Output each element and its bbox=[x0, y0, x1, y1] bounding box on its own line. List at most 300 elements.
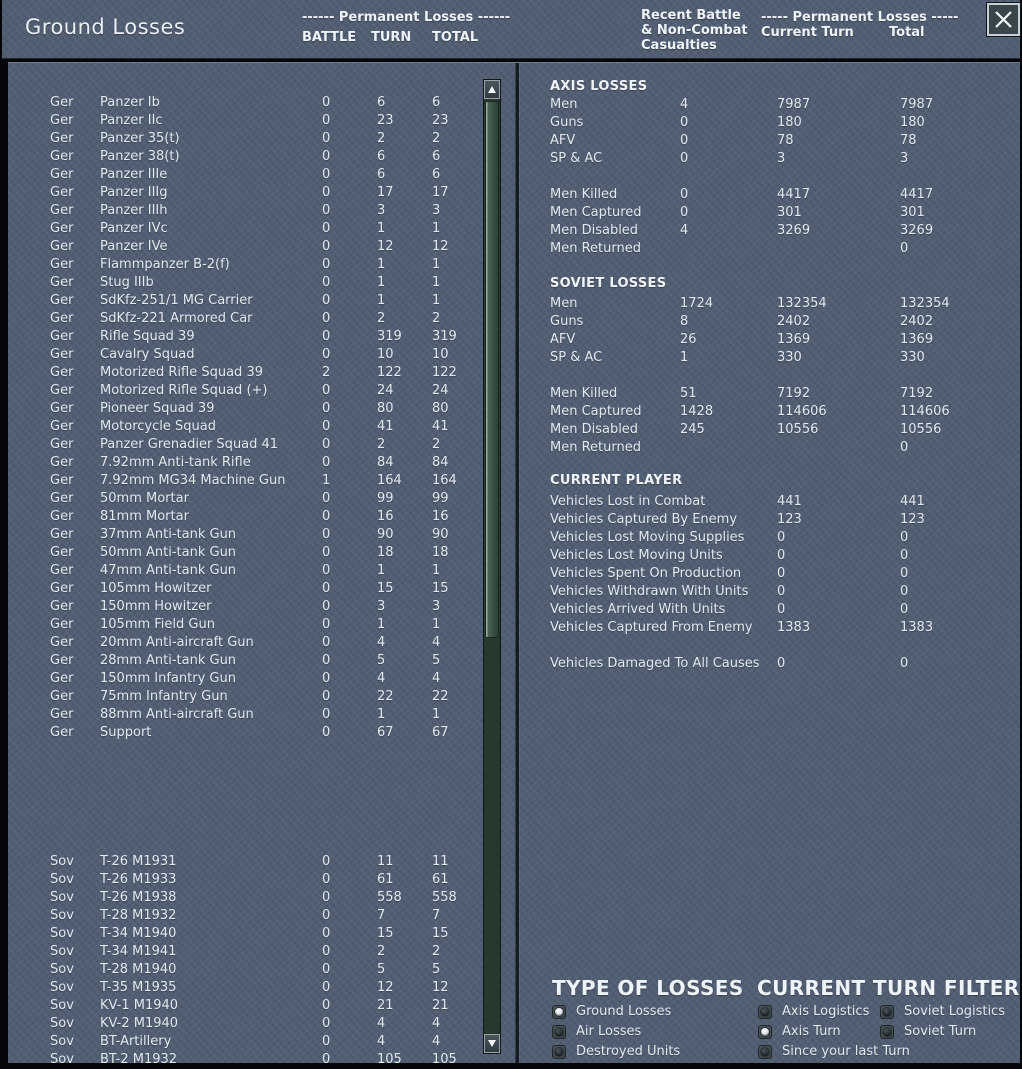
summary-label: Guns bbox=[550, 314, 584, 329]
unit-turn: 1 bbox=[377, 563, 386, 578]
close-button[interactable] bbox=[987, 3, 1020, 36]
summary-total: 7987 bbox=[900, 97, 934, 112]
summary-current: 7987 bbox=[777, 97, 811, 112]
col-header-turn: TURN bbox=[371, 30, 412, 45]
unit-battle: 0 bbox=[322, 185, 331, 200]
filter-option-soviet-turn[interactable] bbox=[880, 1024, 976, 1040]
unit-battle: 0 bbox=[322, 275, 331, 290]
filter-option-air-losses[interactable] bbox=[552, 1024, 641, 1040]
unit-total: 1 bbox=[432, 221, 441, 236]
radio-button[interactable] bbox=[552, 1005, 566, 1019]
summary-current: 330 bbox=[777, 350, 802, 365]
unit-turn: 61 bbox=[377, 872, 394, 887]
summary-current: 7192 bbox=[777, 386, 811, 401]
unit-battle: 0 bbox=[322, 1034, 331, 1049]
unit-battle: 0 bbox=[322, 689, 331, 704]
unit-battle: 0 bbox=[322, 707, 331, 722]
filter-option-axis-logistics[interactable] bbox=[758, 1004, 869, 1020]
unit-turn: 3 bbox=[377, 203, 386, 218]
summary-label: Men Killed bbox=[550, 386, 618, 401]
col-header-battle: BATTLE bbox=[302, 30, 357, 45]
summary-current: 123 bbox=[777, 512, 802, 527]
unit-turn: 4 bbox=[377, 635, 386, 650]
unit-name: 47mm Anti-tank Gun bbox=[100, 563, 237, 578]
unit-total: 3 bbox=[432, 203, 441, 218]
unit-battle: 0 bbox=[322, 167, 331, 182]
radio-button[interactable] bbox=[758, 1045, 772, 1059]
summary-recent: 0 bbox=[680, 187, 689, 202]
unit-battle: 0 bbox=[322, 671, 331, 686]
unit-name: 20mm Anti-aircraft Gun bbox=[100, 635, 254, 650]
unit-nat: Sov bbox=[50, 1052, 74, 1067]
unit-nat: Sov bbox=[50, 998, 74, 1013]
unit-nat: Ger bbox=[50, 653, 74, 668]
summary-current: 0 bbox=[777, 602, 786, 617]
radio-button[interactable] bbox=[552, 1045, 566, 1059]
unit-total: 122 bbox=[432, 365, 457, 380]
unit-nat: Ger bbox=[50, 527, 74, 542]
unit-total: 5 bbox=[432, 653, 441, 668]
unit-total: 2 bbox=[432, 311, 441, 326]
perm-losses-right-header: ----- Permanent Losses ----- bbox=[761, 10, 959, 25]
unit-total: 22 bbox=[432, 689, 449, 704]
unit-battle: 0 bbox=[322, 221, 331, 236]
unit-battle: 0 bbox=[322, 527, 331, 542]
summary-recent: 0 bbox=[680, 151, 689, 166]
unit-total: 6 bbox=[432, 149, 441, 164]
summary-total: 4417 bbox=[900, 187, 934, 202]
radio-label: Air Losses bbox=[576, 1024, 642, 1039]
filter-option-destroyed-units[interactable] bbox=[552, 1044, 680, 1060]
unit-battle: 0 bbox=[322, 329, 331, 344]
unit-turn: 41 bbox=[377, 419, 394, 434]
summary-label: Men Disabled bbox=[550, 223, 639, 238]
page-title: Ground Losses bbox=[25, 15, 186, 39]
summary-label: AFV bbox=[550, 133, 576, 148]
unit-name: 7.92mm Anti-tank Rifle bbox=[100, 455, 251, 470]
unit-nat: Ger bbox=[50, 347, 74, 362]
unit-total: 6 bbox=[432, 95, 441, 110]
unit-total: 5 bbox=[432, 962, 441, 977]
unit-battle: 0 bbox=[322, 419, 331, 434]
summary-label: Men Captured bbox=[550, 404, 642, 419]
summary-label: Vehicles Lost Moving Units bbox=[550, 548, 723, 563]
summary-label: Men bbox=[550, 97, 578, 112]
unit-nat: Ger bbox=[50, 167, 74, 182]
unit-total: 11 bbox=[432, 854, 449, 869]
unit-turn: 4 bbox=[377, 1016, 386, 1031]
unit-nat: Ger bbox=[50, 329, 74, 344]
unit-turn: 2 bbox=[377, 944, 386, 959]
unit-battle: 0 bbox=[322, 872, 331, 887]
unit-turn: 24 bbox=[377, 383, 394, 398]
unit-turn: 6 bbox=[377, 149, 386, 164]
unit-total: 2 bbox=[432, 131, 441, 146]
summary-label: Vehicles Lost Moving Supplies bbox=[550, 530, 745, 545]
unit-total: 319 bbox=[432, 329, 457, 344]
col-header-total: TOTAL bbox=[432, 30, 479, 45]
unit-nat: Ger bbox=[50, 599, 74, 614]
radio-dot-icon bbox=[761, 1048, 769, 1056]
col-header-current-turn: Current Turn bbox=[761, 25, 854, 40]
radio-button[interactable] bbox=[758, 1025, 772, 1039]
unit-name: SdKfz-221 Armored Car bbox=[100, 311, 253, 326]
section-title-soviet: SOVIET LOSSES bbox=[550, 276, 667, 291]
unit-battle: 0 bbox=[322, 203, 331, 218]
summary-recent: 1 bbox=[680, 350, 689, 365]
unit-name: Cavalry Squad bbox=[100, 347, 195, 362]
summary-current: 2402 bbox=[777, 314, 811, 329]
unit-nat: Ger bbox=[50, 617, 74, 632]
unit-total: 10 bbox=[432, 347, 449, 362]
summary-total: 0 bbox=[900, 548, 909, 563]
summary-label: Men Returned bbox=[550, 241, 641, 256]
summary-label: SP & AC bbox=[550, 151, 603, 166]
unit-name: BT-Artillery bbox=[100, 1034, 172, 1049]
unit-nat: Sov bbox=[50, 872, 74, 887]
summary-total: 1383 bbox=[900, 620, 934, 635]
unit-turn: 164 bbox=[377, 473, 402, 488]
summary-label: Men Disabled bbox=[550, 422, 639, 437]
unit-battle: 0 bbox=[322, 401, 331, 416]
unit-nat: Ger bbox=[50, 311, 74, 326]
unit-battle: 0 bbox=[322, 383, 331, 398]
filter-option-ground-losses[interactable] bbox=[552, 1004, 671, 1020]
summary-label: Vehicles Spent On Production bbox=[550, 566, 742, 581]
unit-turn: 1 bbox=[377, 275, 386, 290]
summary-current: 180 bbox=[777, 115, 802, 130]
unit-nat: Sov bbox=[50, 980, 74, 995]
summary-recent: 4 bbox=[680, 223, 689, 238]
summary-recent: 51 bbox=[680, 386, 697, 401]
summary-label: Vehicles Withdrawn With Units bbox=[550, 584, 749, 599]
unit-battle: 0 bbox=[322, 653, 331, 668]
filter-option-axis-turn[interactable] bbox=[758, 1024, 841, 1040]
unit-battle: 0 bbox=[322, 854, 331, 869]
unit-turn: 90 bbox=[377, 527, 394, 542]
summary-recent: 26 bbox=[680, 332, 697, 347]
unit-battle: 0 bbox=[322, 95, 331, 110]
radio-dot-icon bbox=[555, 1028, 563, 1036]
unit-nat: Ger bbox=[50, 149, 74, 164]
summary-current: 441 bbox=[777, 494, 802, 509]
unit-turn: 319 bbox=[377, 329, 402, 344]
unit-turn: 1 bbox=[377, 293, 386, 308]
radio-dot-icon bbox=[761, 1008, 769, 1016]
unit-turn: 18 bbox=[377, 545, 394, 560]
unit-battle: 0 bbox=[322, 131, 331, 146]
unit-total: 1 bbox=[432, 707, 441, 722]
type-of-losses-title: TYPE OF LOSSES bbox=[552, 976, 744, 1000]
summary-current: 3269 bbox=[777, 223, 811, 238]
unit-nat: Sov bbox=[50, 908, 74, 923]
unit-name: 81mm Mortar bbox=[100, 509, 189, 524]
summary-total: 3269 bbox=[900, 223, 934, 238]
unit-name: Stug IIIb bbox=[100, 275, 154, 290]
current-turn-filter-title: CURRENT TURN FILTER bbox=[757, 976, 1020, 1000]
summary-current: 10556 bbox=[777, 422, 819, 437]
unit-turn: 6 bbox=[377, 95, 386, 110]
unit-turn: 15 bbox=[377, 581, 394, 596]
unit-total: 4 bbox=[432, 1034, 441, 1049]
unit-total: 4 bbox=[432, 671, 441, 686]
filter-option-soviet-logistics[interactable] bbox=[880, 1004, 1005, 1020]
summary-total: 123 bbox=[900, 512, 925, 527]
unit-turn: 5 bbox=[377, 962, 386, 977]
unit-nat: Ger bbox=[50, 221, 74, 236]
summary-current: 78 bbox=[777, 133, 794, 148]
unit-battle: 0 bbox=[322, 581, 331, 596]
radio-label: Ground Losses bbox=[576, 1004, 672, 1019]
unit-total: 21 bbox=[432, 998, 449, 1013]
unit-name: Motorcycle Squad bbox=[100, 419, 216, 434]
unit-turn: 4 bbox=[377, 1034, 386, 1049]
unit-total: 12 bbox=[432, 239, 449, 254]
unit-name: Panzer IVe bbox=[100, 239, 168, 254]
summary-total: 180 bbox=[900, 115, 925, 130]
unit-name: 75mm Infantry Gun bbox=[100, 689, 228, 704]
unit-total: 61 bbox=[432, 872, 449, 887]
unit-battle: 0 bbox=[322, 491, 331, 506]
unit-battle: 0 bbox=[322, 1016, 331, 1031]
unit-battle: 0 bbox=[322, 455, 331, 470]
unit-turn: 1 bbox=[377, 257, 386, 272]
unit-name: Panzer IIIe bbox=[100, 167, 168, 182]
unit-name: Motorized Rifle Squad 39 bbox=[100, 365, 263, 380]
unit-total: 7 bbox=[432, 908, 441, 923]
unit-turn: 1 bbox=[377, 221, 386, 236]
summary-recent: 1724 bbox=[680, 296, 714, 311]
radio-button[interactable] bbox=[880, 1005, 894, 1019]
unit-total: 67 bbox=[432, 725, 449, 740]
unit-nat: Ger bbox=[50, 437, 74, 452]
unit-turn: 67 bbox=[377, 725, 394, 740]
unit-total: 558 bbox=[432, 890, 457, 905]
unit-turn: 105 bbox=[377, 1052, 402, 1067]
unit-name: 150mm Howitzer bbox=[100, 599, 212, 614]
unit-total: 1 bbox=[432, 293, 441, 308]
unit-turn: 15 bbox=[377, 926, 394, 941]
summary-label: Vehicles Damaged To All Causes bbox=[550, 656, 760, 671]
unit-nat: Ger bbox=[50, 239, 74, 254]
unit-name: Panzer Grenadier Squad 41 bbox=[100, 437, 279, 452]
radio-button[interactable] bbox=[758, 1005, 772, 1019]
unit-turn: 11 bbox=[377, 854, 394, 869]
unit-nat: Ger bbox=[50, 707, 74, 722]
summary-label: Guns bbox=[550, 115, 584, 130]
summary-total: 0 bbox=[900, 241, 909, 256]
summary-label: Men Returned bbox=[550, 440, 641, 455]
unit-name: 105mm Howitzer bbox=[100, 581, 212, 596]
summary-label: Vehicles Arrived With Units bbox=[550, 602, 726, 617]
unit-battle: 0 bbox=[322, 725, 331, 740]
unit-turn: 80 bbox=[377, 401, 394, 416]
unit-total: 6 bbox=[432, 167, 441, 182]
unit-name: Panzer 38(t) bbox=[100, 149, 180, 164]
unit-total: 3 bbox=[432, 599, 441, 614]
summary-recent: 1428 bbox=[680, 404, 714, 419]
unit-total: 23 bbox=[432, 113, 449, 128]
unit-name: 88mm Anti-aircraft Gun bbox=[100, 707, 254, 722]
filters bbox=[8, 63, 1020, 1063]
unit-turn: 84 bbox=[377, 455, 394, 470]
unit-name: 50mm Anti-tank Gun bbox=[100, 545, 237, 560]
unit-turn: 12 bbox=[377, 239, 394, 254]
perm-losses-left-header: ------ Permanent Losses ------ bbox=[302, 10, 511, 25]
unit-turn: 1 bbox=[377, 707, 386, 722]
radio-button[interactable] bbox=[552, 1025, 566, 1039]
summary-current: 3 bbox=[777, 151, 786, 166]
unit-turn: 1 bbox=[377, 617, 386, 632]
unit-total: 90 bbox=[432, 527, 449, 542]
unit-battle: 0 bbox=[322, 599, 331, 614]
unit-turn: 21 bbox=[377, 998, 394, 1013]
unit-total: 84 bbox=[432, 455, 449, 470]
col-header-total-right: Total bbox=[889, 25, 925, 40]
unit-nat: Ger bbox=[50, 401, 74, 416]
unit-nat: Sov bbox=[50, 890, 74, 905]
unit-nat: Ger bbox=[50, 509, 74, 524]
section-title-current-player: CURRENT PLAYER bbox=[550, 473, 683, 488]
unit-battle: 0 bbox=[322, 347, 331, 362]
unit-total: 1 bbox=[432, 563, 441, 578]
summary-current: 0 bbox=[777, 566, 786, 581]
summary-total: 0 bbox=[900, 440, 909, 455]
unit-name: Panzer IIIh bbox=[100, 203, 168, 218]
unit-battle: 0 bbox=[322, 293, 331, 308]
summary-recent: 0 bbox=[680, 115, 689, 130]
recent-line-3: Casualties bbox=[641, 38, 717, 53]
unit-name: Pioneer Squad 39 bbox=[100, 401, 215, 416]
unit-battle: 0 bbox=[322, 617, 331, 632]
summary-recent: 8 bbox=[680, 314, 689, 329]
radio-label: Soviet Turn bbox=[904, 1024, 977, 1039]
unit-nat: Ger bbox=[50, 455, 74, 470]
unit-turn: 2 bbox=[377, 437, 386, 452]
unit-name: 50mm Mortar bbox=[100, 491, 189, 506]
unit-name: T-28 M1940 bbox=[100, 962, 177, 977]
unit-name: Panzer IIc bbox=[100, 113, 163, 128]
unit-total: 80 bbox=[432, 401, 449, 416]
unit-battle: 0 bbox=[322, 944, 331, 959]
unit-battle: 0 bbox=[322, 437, 331, 452]
unit-nat: Ger bbox=[50, 689, 74, 704]
unit-name: T-34 M1940 bbox=[100, 926, 177, 941]
summary-total: 441 bbox=[900, 494, 925, 509]
unit-battle: 0 bbox=[322, 998, 331, 1013]
unit-total: 41 bbox=[432, 419, 449, 434]
summary-label: Men bbox=[550, 296, 578, 311]
summary-current: 1369 bbox=[777, 332, 811, 347]
unit-total: 15 bbox=[432, 926, 449, 941]
unit-nat: Ger bbox=[50, 383, 74, 398]
unit-total: 15 bbox=[432, 581, 449, 596]
unit-total: 16 bbox=[432, 509, 449, 524]
unit-total: 4 bbox=[432, 635, 441, 650]
unit-name: Support bbox=[100, 725, 152, 740]
unit-battle: 0 bbox=[322, 509, 331, 524]
summary-label: Vehicles Lost in Combat bbox=[550, 494, 706, 509]
unit-nat: Ger bbox=[50, 635, 74, 650]
unit-battle: 0 bbox=[322, 890, 331, 905]
content-area bbox=[8, 62, 1020, 1067]
unit-total: 24 bbox=[432, 383, 449, 398]
unit-name: T-35 M1935 bbox=[100, 980, 177, 995]
summary-total: 0 bbox=[900, 584, 909, 599]
summary-recent: 4 bbox=[680, 97, 689, 112]
summary-current: 4417 bbox=[777, 187, 811, 202]
summary-label: Vehicles Captured By Enemy bbox=[550, 512, 738, 527]
unit-total: 1 bbox=[432, 275, 441, 290]
summary-total: 2402 bbox=[900, 314, 934, 329]
unit-nat: Ger bbox=[50, 131, 74, 146]
unit-battle: 0 bbox=[322, 311, 331, 326]
unit-turn: 122 bbox=[377, 365, 402, 380]
radio-label: Soviet Logistics bbox=[904, 1004, 1005, 1019]
unit-nat: Ger bbox=[50, 365, 74, 380]
unit-turn: 558 bbox=[377, 890, 402, 905]
summary-current: 0 bbox=[777, 548, 786, 563]
unit-nat: Ger bbox=[50, 581, 74, 596]
unit-nat: Ger bbox=[50, 257, 74, 272]
summary-current: 0 bbox=[777, 584, 786, 599]
unit-battle: 0 bbox=[322, 635, 331, 650]
unit-nat: Ger bbox=[50, 545, 74, 560]
unit-total: 2 bbox=[432, 944, 441, 959]
unit-battle: 0 bbox=[322, 1052, 331, 1067]
unit-turn: 6 bbox=[377, 167, 386, 182]
unit-battle: 0 bbox=[322, 908, 331, 923]
unit-nat: Sov bbox=[50, 926, 74, 941]
unit-name: 37mm Anti-tank Gun bbox=[100, 527, 237, 542]
radio-dot-icon bbox=[555, 1008, 563, 1016]
unit-total: 1 bbox=[432, 257, 441, 272]
unit-nat: Ger bbox=[50, 275, 74, 290]
summary-label: Men Killed bbox=[550, 187, 618, 202]
unit-battle: 0 bbox=[322, 563, 331, 578]
unit-turn: 99 bbox=[377, 491, 394, 506]
unit-name: 28mm Anti-tank Gun bbox=[100, 653, 237, 668]
col-header-recent-casualties bbox=[641, 8, 748, 53]
unit-nat: Sov bbox=[50, 1016, 74, 1031]
unit-total: 12 bbox=[432, 980, 449, 995]
summary-current: 114606 bbox=[777, 404, 827, 419]
radio-dot-icon bbox=[555, 1048, 563, 1056]
unit-name: Panzer IIIg bbox=[100, 185, 168, 200]
unit-nat: Ger bbox=[50, 95, 74, 110]
unit-nat: Ger bbox=[50, 671, 74, 686]
unit-nat: Ger bbox=[50, 293, 74, 308]
unit-nat: Ger bbox=[50, 203, 74, 218]
unit-turn: 22 bbox=[377, 689, 394, 704]
radio-label: Destroyed Units bbox=[576, 1044, 681, 1059]
unit-name: Panzer 35(t) bbox=[100, 131, 180, 146]
unit-turn: 23 bbox=[377, 113, 394, 128]
unit-name: T-26 M1938 bbox=[100, 890, 177, 905]
unit-turn: 2 bbox=[377, 131, 386, 146]
unit-name: KV-2 M1940 bbox=[100, 1016, 179, 1031]
radio-button[interactable] bbox=[880, 1025, 894, 1039]
unit-name: 150mm Infantry Gun bbox=[100, 671, 236, 686]
unit-total: 18 bbox=[432, 545, 449, 560]
filter-option-since-your-last-turn[interactable] bbox=[758, 1044, 910, 1060]
summary-current: 301 bbox=[777, 205, 802, 220]
summary-total: 1369 bbox=[900, 332, 934, 347]
unit-name: Panzer Ib bbox=[100, 95, 160, 110]
summary-current: 0 bbox=[777, 656, 786, 671]
unit-total: 105 bbox=[432, 1052, 457, 1067]
unit-name: T-26 M1933 bbox=[100, 872, 177, 887]
